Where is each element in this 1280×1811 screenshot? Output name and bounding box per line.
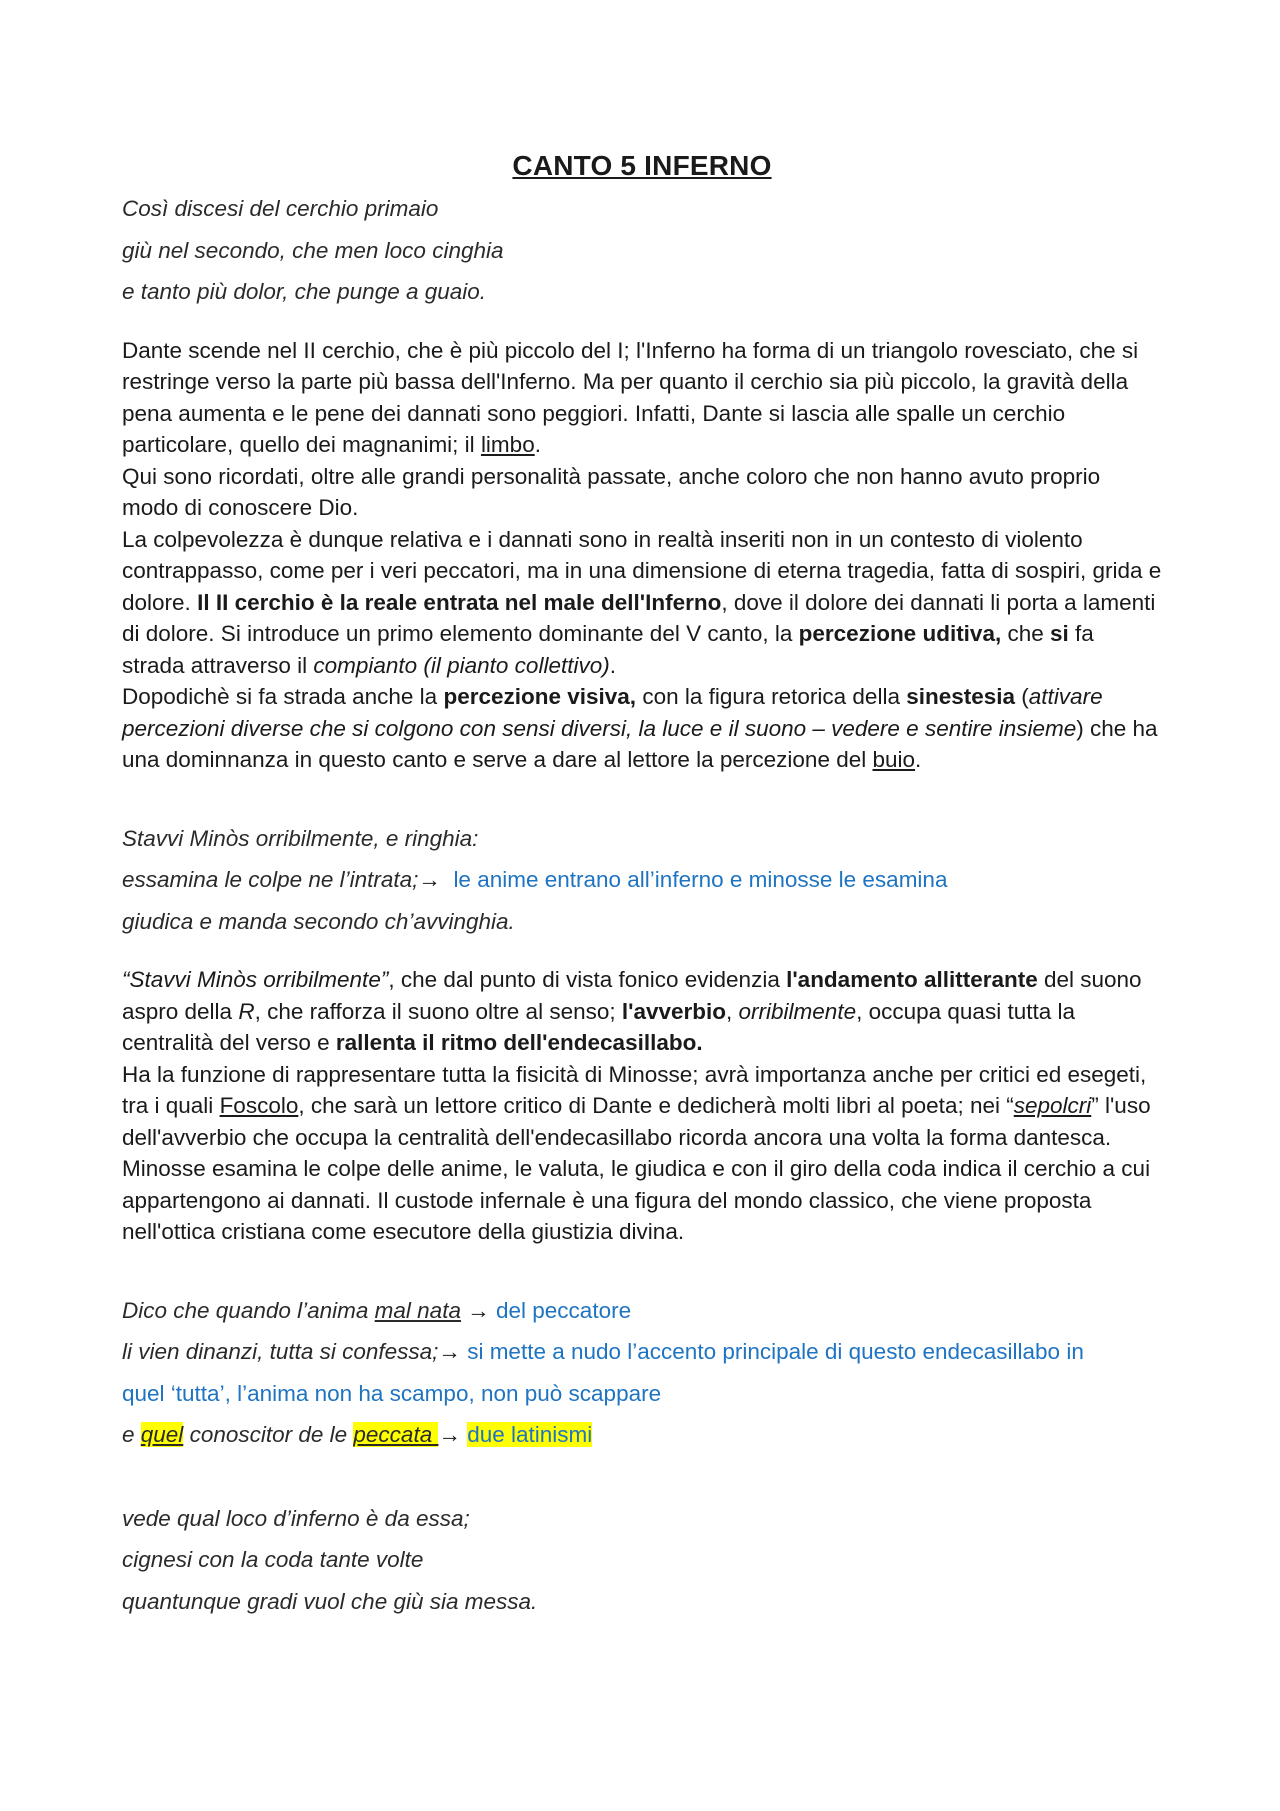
verse-line: quantunque gradi vuol che giù sia messa.: [122, 1588, 538, 1614]
italic-text: compianto (il pianto collettivo): [313, 652, 610, 678]
text-run: Ha la funzione di rappresentare tutta la fisicità di Minosse; avrà importanza anche per critici ed esegeti, tra i quali: [122, 1061, 1147, 1118]
highlighted-word: peccata: [353, 1422, 439, 1447]
paragraph-custode: Minosse esamina le colpe delle anime, le valuta, le giudica e con il giro della coda indica il cerchio a cui appartengono ai dannati. Il custode infernale è una figura del mondo classico, che viene proposta nell'ottica cristiana come esecutore della giustizia divina.: [122, 1156, 1151, 1244]
text-run: con la figura retorica della: [636, 684, 907, 709]
bold-text: rallenta il ritmo dell'endecasillabo.: [335, 1030, 703, 1055]
verse-block-1: [122, 188, 1162, 313]
arrow-right-icon: →: [438, 1339, 461, 1364]
bold-text: percezione visiva,: [443, 684, 637, 709]
annotation-note: si mette a nudo l’accento principale di questo endecasillabo in: [467, 1339, 1084, 1364]
paragraph-colpevolezza: [122, 524, 1162, 682]
text-run: (: [1015, 684, 1029, 709]
text-run: ,: [726, 998, 739, 1024]
paragraph-limbo: [122, 335, 1162, 461]
text-run: Dopodichè si fa strada anche la: [122, 684, 444, 709]
highlighted-word: quel: [140, 1422, 184, 1447]
verse-line: vede qual loco d’inferno è da essa;: [122, 1505, 470, 1531]
verse-text: essamina le colpe ne l’intrata;: [122, 867, 419, 892]
commentary-paragraph-1: [122, 335, 1162, 776]
bold-text: l'avverbio: [621, 998, 727, 1024]
text-run: .: [534, 432, 541, 457]
italic-text: R: [238, 998, 255, 1024]
italic-text: “Stavvi Minòs orribilmente”: [122, 967, 389, 992]
bold-text: Il II cerchio è la reale entrata nel male dell'Inferno: [197, 589, 722, 615]
verse-line-annotated: [122, 1290, 1162, 1332]
verse-line: Stavvi Minòs orribilmente, e ringhia:: [122, 825, 479, 851]
verse-text: li vien dinanzi, tutta si confessa;: [122, 1339, 439, 1364]
annotation-continuation: [122, 1373, 1162, 1415]
limbo-link-text: limbo: [480, 432, 535, 457]
paragraph-percezione-visiva: [122, 681, 1162, 776]
text-run: , che sarà un lettore critico di Dante e dedicherà molti libri al poeta; nei “: [298, 1093, 1014, 1118]
verse-line-annotated: [122, 859, 1162, 901]
commentary-paragraph-2: [122, 964, 1162, 1248]
annotation-note: del peccatore: [496, 1297, 632, 1323]
text-run: Dante scende nel II cerchio, che è più piccolo del I; l'Inferno ha forma di un triangolo rovesciato, che si restringe verso la parte più bassa dell'Inferno. Ma per quanto il cerchio sia più piccolo, la gravità della pena aumenta e le pene dei dannati sono peggiori. Infatti, Dante si lascia alle spalle un cerchio particolare, quello dei magnanimi; il: [122, 337, 1139, 457]
verse-block-4: [122, 1498, 1162, 1623]
verse-line: giudica e manda secondo ch’avvinghia.: [122, 908, 515, 934]
text-run: La colpevolezza è dunque relativa e i dannati sono in realtà inseriti non in un contesto di violento contrappasso, come per i veri peccatori, ma in una dimensione di eterna tragedia, fatta di sospiri, grida e dolore.: [122, 526, 1162, 615]
verse-line: giù nel secondo, che men loco cinghia: [122, 237, 504, 263]
text-run: , occupa quasi tutta la centralità del verso e: [122, 998, 1075, 1055]
text-run: fa strada attraverso il: [122, 621, 1094, 678]
text-run: .: [609, 652, 616, 678]
verse-line: Così discesi del cerchio primaio: [122, 196, 439, 221]
arrow-right-icon: →: [467, 1297, 490, 1323]
italic-text: attivare percezioni diverse che si colgono con sensi diversi, la luce e il suono – vedere e sentire insieme: [122, 684, 1103, 741]
text-run: che: [1001, 621, 1050, 646]
annotation-note: quel ‘tutta’, l’anima non ha scampo, non può scappare: [122, 1380, 662, 1406]
text-run: ” l'uso dell'avverbio che occupa la centralità dell'endecasillabo ricorda ancora una volta la forma dantesca.: [122, 1093, 1151, 1150]
text-run: .: [915, 747, 922, 772]
underlined-text: mal nata: [374, 1297, 461, 1323]
arrow-right-icon: →: [418, 867, 441, 892]
text-run: , dove il dolore dei dannati li porta a lamenti di dolore. Si introduce un primo elemento dominante del V canto, la: [122, 589, 1156, 646]
text-run: , che dal punto di vista fonico evidenzia: [388, 967, 787, 992]
document-body: [122, 150, 1162, 1622]
annotation-note: le anime entrano all’inferno e minosse le esamina: [453, 867, 948, 892]
sepolcri-underlined: sepolcri: [1013, 1093, 1092, 1118]
bold-text: sinestesia: [906, 684, 1016, 709]
paragraph-minos: [122, 964, 1162, 1059]
bold-text: si: [1050, 621, 1069, 646]
buio-underlined: buio: [872, 747, 916, 772]
verse-line-annotated: [122, 1414, 1162, 1456]
page-title: CANTO 5 INFERNO: [512, 150, 772, 181]
verse-text: Dico che quando l’anima: [122, 1297, 375, 1323]
paragraph-fisicita: [122, 1059, 1162, 1154]
text-run: ) che ha una dominnanza in questo canto e serve a dare al lettore la percezione del: [122, 715, 1158, 772]
text-run: del suono aspro della: [122, 967, 1142, 1024]
bold-text: percezione uditiva,: [798, 621, 1002, 646]
verse-line-annotated: [122, 1331, 1162, 1373]
verse-block-2: [122, 818, 1162, 943]
italic-text: orribilmente: [738, 998, 857, 1024]
verse-block-3: [122, 1290, 1162, 1456]
text-run: , che rafforza il suono oltre al senso;: [254, 998, 622, 1024]
verse-line: e tanto più dolor, che punge a guaio.: [122, 279, 487, 304]
paragraph-ricordati: Qui sono ricordati, oltre alle grandi personalità passate, anche coloro che non hanno avuto proprio modo di conoscere Dio.: [122, 463, 1101, 520]
bold-text: l'andamento allitterante: [786, 967, 1038, 992]
verse-line: cignesi con la coda tante volte: [122, 1547, 424, 1572]
foscolo-underlined: Foscolo: [219, 1093, 299, 1118]
arrow-right-icon: →: [438, 1422, 461, 1447]
highlighted-annotation: due latinismi: [467, 1422, 593, 1447]
verse-text: conoscitor de le: [183, 1422, 354, 1447]
verse-text: e: [122, 1422, 141, 1447]
